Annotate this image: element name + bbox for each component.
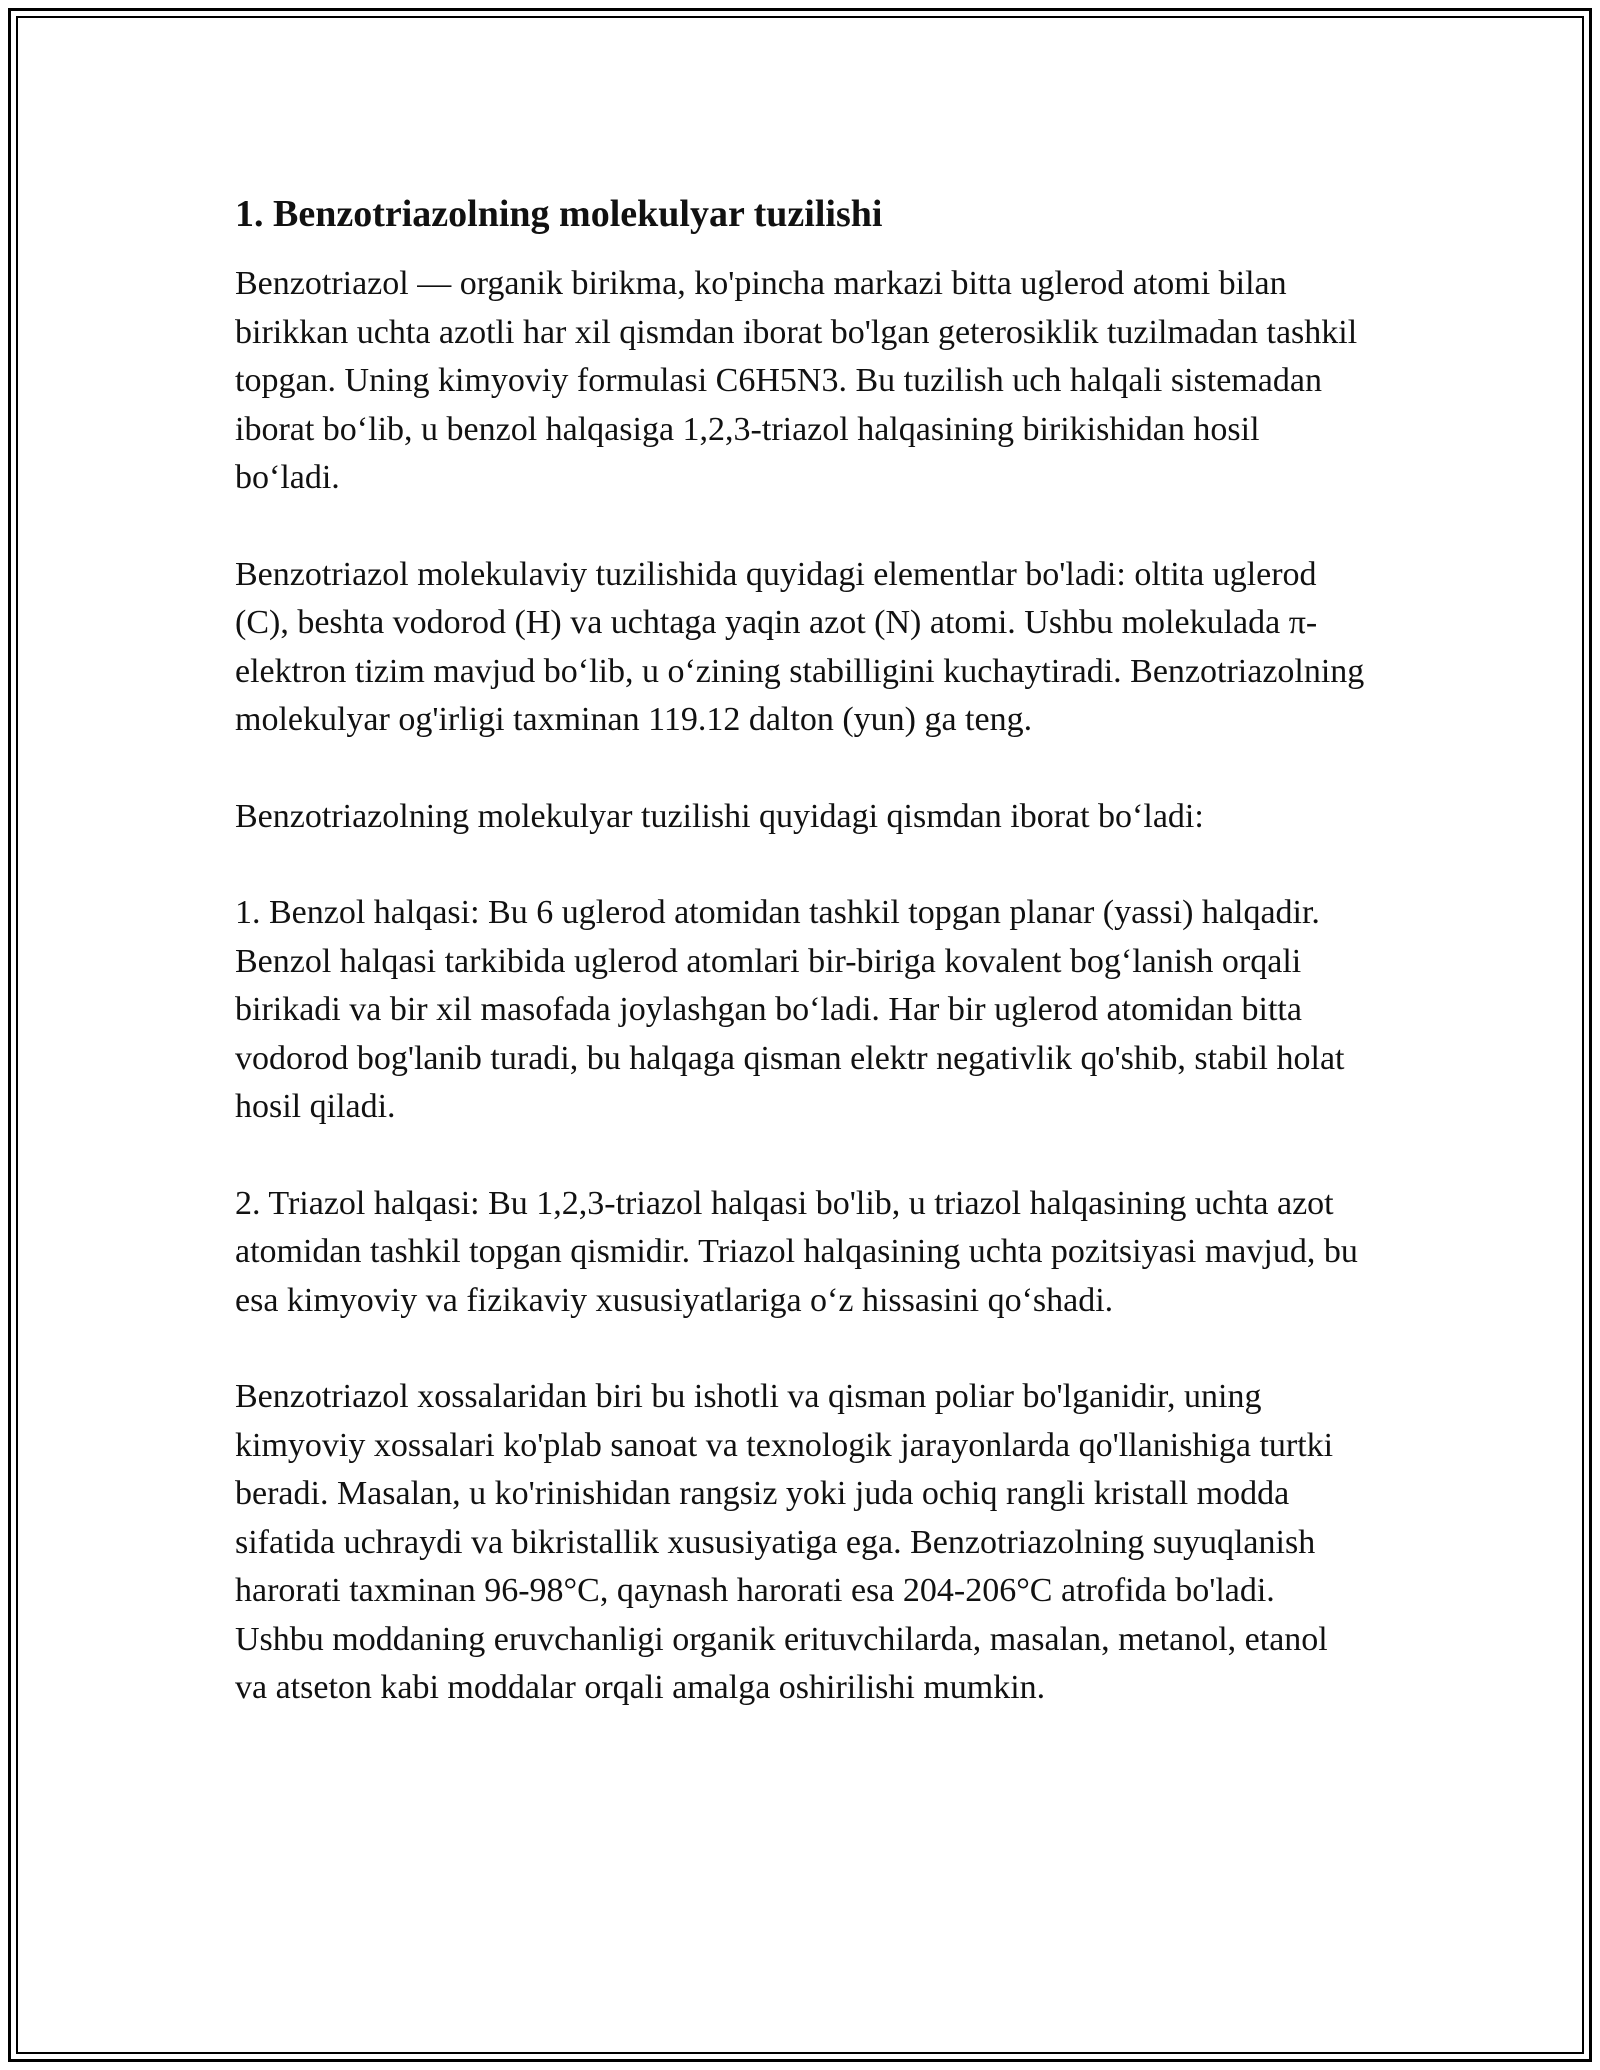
paragraph-structure-lead: Benzotriazolning molekulyar tuzilishi quyidagi qismdan iborat bo‘ladi: bbox=[235, 797, 1204, 835]
paragraph-composition: Benzotriazol molekulaviy tuzilishida quyidagi elementlar bo'ladi: oltita uglerod (C), beshta vodorod (H) va uchtaga yaqin azot (N) atomi. Ushbu molekulada π-elektron tizim mavjud bo‘lib, u o‘zining stabilligini kuchaytiradi. Benzotriazolning molekulyar og'irligi taxminan 119.12 dalton (yun) ga teng. bbox=[235, 555, 1365, 738]
document-body bbox=[235, 186, 1365, 1761]
section-heading: 1. Benzotriazolning molekulyar tuzilishi bbox=[235, 193, 883, 235]
paragraph-triazole-ring: 2. Triazol halqasi: Bu 1,2,3-triazol halqasi bo'lib, u triazol halqasining uchta azot atomidan tashkil topgan qismidir. Triazol halqasining uchta pozitsiyasi mavjud, bu esa kimyoviy va fizikaviy xususiyatlariga o‘z hissasini qo‘shadi. bbox=[235, 1184, 1358, 1319]
paragraph-benzene-ring: 1. Benzol halqasi: Bu 6 uglerod atomidan tashkil topgan planar (yassi) halqadir. Benzol halqasi tarkibida uglerod atomlari bir-biriga kovalent bog‘lanish orqali birikadi va bir xil masofada joylashgan bo‘ladi. Har bir uglerod atomidan bitta vodorod bog'lanib turadi, bu halqaga qisman elektr negativlik qo'shib, stabil holat hosil qiladi. bbox=[235, 894, 1345, 1125]
paragraph-intro: Benzotriazol — organik birikma, ko'pincha markazi bitta uglerod atomi bilan birikkan uchta azotli har xil qismdan iborat bo'lgan geterosiklik tuzilmadan tashkil topgan. Uning kimyoviy formulasi C6H5N3. Bu tuzilish uch halqali sistemadan iborat bo‘lib, u benzol halqasiga 1,2,3-triazol halqasining birikishidan hosil bo‘ladi. bbox=[235, 265, 1358, 496]
paragraph-properties: Benzotriazol xossalaridan biri bu ishotli va qisman poliar bo'lganidir, uning kimyoviy xossalari ko'plab sanoat va texnologik jarayonlarda qo'llanishiga turtki beradi. Masalan, u ko'rinishidan rangsiz yoki juda ochiq rangli kristall modda sifatida uchraydi va bikristallik xususiyatiga ega. Benzotriazolning suyuqlanish harorati taxminan 96-98°C, qaynash harorati esa 204-206°C atrofida bo'ladi. Ushbu moddaning eruvchanligi organik erituvchilarda, masalan, metanol, etanol va atseton kabi moddalar orqali amalga oshirilishi mumkin. bbox=[235, 1378, 1334, 1706]
